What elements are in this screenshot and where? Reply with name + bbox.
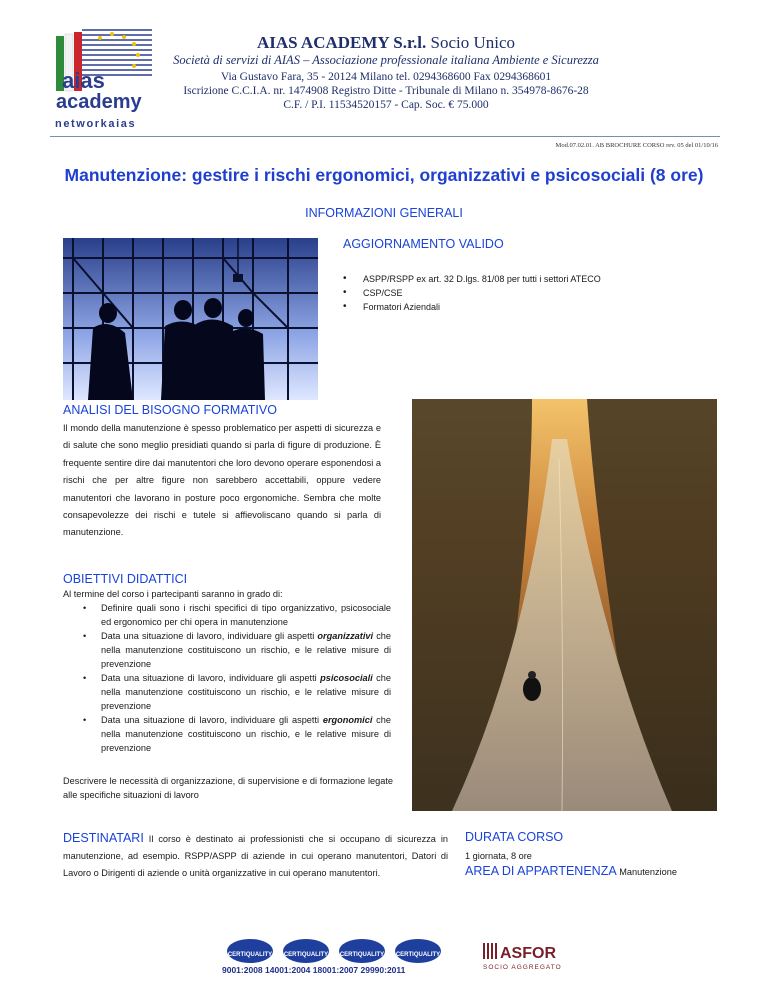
- aggiornamento-list: [343, 272, 601, 314]
- asfor-logo: [483, 941, 563, 971]
- area-heading: AREA DI APPARTENENZA: [465, 864, 617, 878]
- address-line-1: Via Gustavo Fara, 35 - 20124 Milano tel. 0294368600 Fax 0294368601: [220, 71, 552, 83]
- list-item: • CSP/CSE: [343, 286, 601, 300]
- obiettivo-text-post: che nella manutenzione costituiscono un rischio, e le relative misure di prevenzione: [101, 673, 391, 711]
- list-item: [63, 671, 391, 713]
- asfor-sub: SOCIO AGGREGATO: [483, 964, 562, 971]
- asfor-name: ASFOR: [500, 945, 556, 962]
- durata-heading: DURATA CORSO: [465, 830, 564, 844]
- address-line-2: Iscrizione C.C.I.A. nr. 1474908 Registro Ditte - Tribunale di Milano n. 354978-8676-28: [183, 85, 589, 97]
- destinatari-body: Il corso è destinato ai professionisti che si occupano di sicurezza in manutenzione, ad esempio. RSPP/ASPP di aziende in cui operano manutentori, Datori di Lavoro o Dirigenti di aziende o unità organizzative in cui operano manutentori.: [63, 834, 448, 878]
- header-divider: [50, 136, 720, 137]
- analisi-body: Il mondo della manutenzione è spesso problematico per aspetti di sicurezza e di salute che sono meglio presidiati quando si parla di figure di produzione. È frequente sentire dire dai manutentori che loro devono operare esponendosi a rischi che per altre figure non sarebbero accettabili, oppure vedere manutentori che lavorano in posture poco ergonomiche. Sembra che molte consapevolezze dei rischi e tutele si affievoliscano quando si parla di manutenzione.: [63, 423, 381, 538]
- list-item: [63, 601, 391, 629]
- area-value: Manutenzione: [619, 867, 677, 877]
- obiettivo-text-post: che nella manutenzione costituiscono un rischio, e le relative misure di prevenzione: [101, 631, 392, 669]
- obiettivi-closing: Descrivere le necessità di organizzazione, di supervisione e di formazione legate alle specifiche situazioni di lavoro: [63, 776, 393, 800]
- company-name: [160, 33, 612, 53]
- course-title: Manutenzione: gestire i rischi ergonomici, organizzativi e psicosociali (8 ore): [64, 165, 704, 185]
- obiettivo-emphasis: organizzativi: [317, 631, 374, 641]
- company-name-main: AIAS ACADEMY S.r.l.: [256, 33, 427, 52]
- certiquality-badge-icon: [226, 938, 274, 964]
- certiquality-badge-icon: [282, 938, 330, 964]
- logo-network-text: networkaias: [55, 118, 137, 130]
- obiettivo-text-pre: Data una situazione di lavoro, individuare gli aspetti: [101, 673, 321, 683]
- badge-text: CERTIQUALITY: [339, 952, 385, 958]
- obiettivo-text: Definire quali sono i rischi specifici di tipo organizzativo, psicosociale ed ergonomico per chi opera in manutenzione: [101, 603, 391, 627]
- destinatari-heading: DESTINATARI: [63, 831, 144, 845]
- area-section: [465, 864, 677, 878]
- badge-text: CERTIQUALITY: [395, 952, 441, 958]
- aggiornamento-heading: AGGIORNAMENTO VALIDO: [343, 237, 504, 251]
- address-line-3: C.F. / P.I. 11534520157 - Cap. Soc. € 75.000: [283, 99, 489, 111]
- list-item: [63, 629, 391, 671]
- obiettivo-text-pre: Data una situazione di lavoro, individuare gli aspetti: [101, 715, 323, 725]
- list-item: • Formatori Aziendali: [343, 300, 601, 314]
- certiquality-badge-icon: [338, 938, 386, 964]
- list-item: [63, 713, 391, 755]
- obiettivi-heading: OBIETTIVI DIDATTICI: [63, 572, 188, 586]
- obiettivo-emphasis: psicosociali: [320, 673, 373, 683]
- durata-value: 1 giornata, 8 ore: [465, 851, 532, 861]
- list-item: • ASPP/RSPP ex art. 32 D.lgs. 81/08 per tutti i settori ATECO: [343, 272, 601, 286]
- logo-academy-text: academy: [56, 91, 142, 113]
- obiettivo-text-post: che nella manutenzione costituiscono un rischio, e le relative misure di prevenzione: [101, 715, 391, 753]
- company-address: [160, 70, 612, 112]
- company-description: Società di servizi di AIAS – Associazione professionale italiana Ambiente e Sicurezza: [173, 53, 599, 67]
- aias-academy-logo: [52, 28, 152, 133]
- certiquality-badge-icon: [394, 938, 442, 964]
- analisi-heading: ANALISI DEL BISOGNO FORMATIVO: [63, 403, 277, 417]
- logo-aias-text: aias: [62, 68, 105, 93]
- obiettivo-emphasis: ergonomici: [322, 715, 373, 725]
- badge-text: CERTIQUALITY: [227, 952, 273, 958]
- certifications-block: [222, 938, 447, 975]
- document-reference: Mod.07.02.01. AB BROCHURE CORSO rev. 05 del 01/10/16: [555, 142, 718, 149]
- workers-silhouette-image: [63, 238, 318, 400]
- company-name-suffix: Socio Unico: [430, 33, 516, 52]
- obiettivi-list: [63, 601, 391, 755]
- cert-badges: [222, 938, 447, 964]
- road-motorcycle-image: [412, 399, 717, 811]
- general-info-heading: INFORMAZIONI GENERALI: [305, 206, 463, 220]
- obiettivo-text-pre: Data una situazione di lavoro, individuare gli aspetti: [101, 631, 318, 641]
- cert-standards-label: 9001:2008 14001:2004 18001:2007 29990:2011: [222, 965, 406, 975]
- badge-text: CERTIQUALITY: [283, 952, 329, 958]
- obiettivi-intro: Al termine del corso i partecipanti saranno in grado di:: [63, 589, 283, 599]
- destinatari-section: [63, 830, 448, 882]
